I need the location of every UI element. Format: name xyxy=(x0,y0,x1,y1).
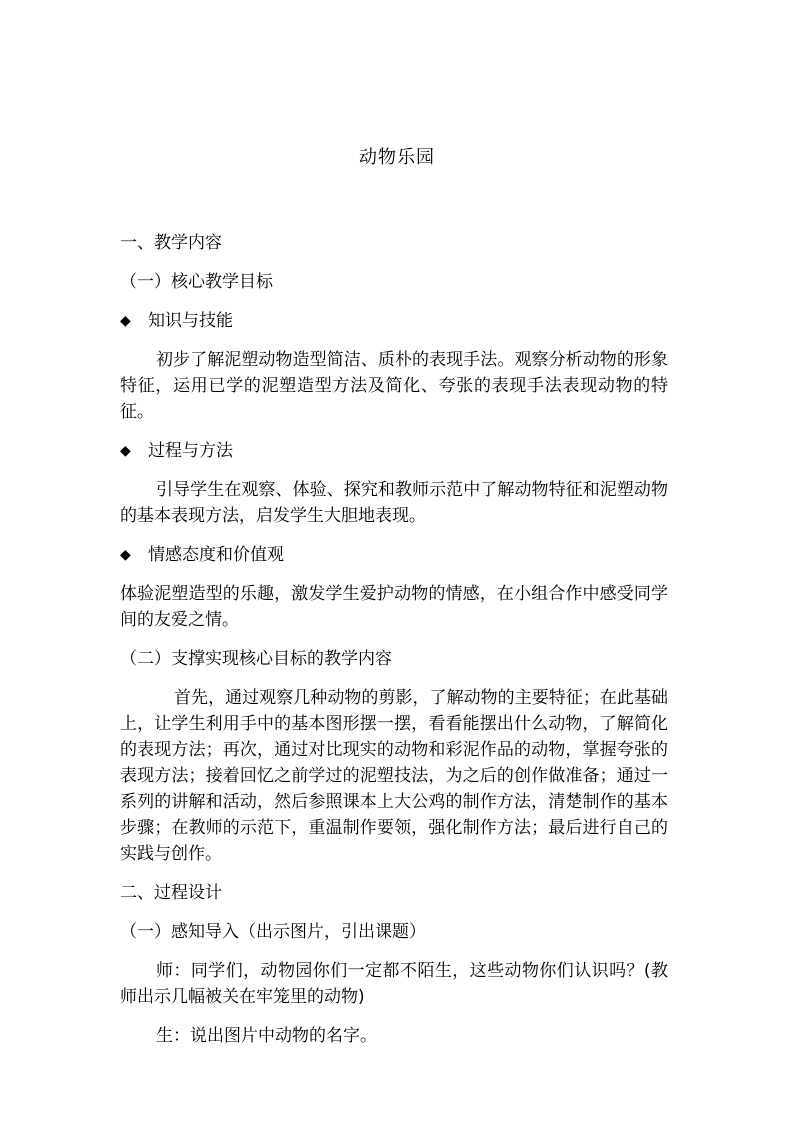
section-heading-process-design: 二、过程设计 xyxy=(120,883,222,903)
paragraph-supporting-content: 首先，通过观察几种动物的剪影，了解动物的主要特征；在此基础上，让学生利用手中的基本图形摆一摆，看看能摆出什么动物，了解简化的表现方法；再次，通过对比现实的动物和彩泥作品的动物，掌握夸张的表现方法；接着回忆之前学过的泥塑技法，为之后的创作做准备；通过一系列的讲解和活动，然后参照课本上大公鸡的制作方法，清楚制作的基本步骤；在教师的示范下，重温制作要领，强化制作方法；最后进行自己的实践与创作。 xyxy=(120,688,668,864)
bullet-label: 过程与方法 xyxy=(148,441,233,461)
diamond-bullet-icon: ◆ xyxy=(120,443,131,459)
subheading-perception-intro: （一）感知导入（出示图片，引出课题） xyxy=(120,922,426,942)
bullet-knowledge-skills xyxy=(120,308,668,334)
document-title: 动物乐园 xyxy=(359,147,435,168)
paragraph-emotion-values: 体验泥塑造型的乐趣，激发学生爱护动物的情感，在小组合作中感受同学间的友爱之情。 xyxy=(120,584,668,630)
document-body xyxy=(120,230,668,1062)
bullet-emotion-values xyxy=(120,542,668,568)
paragraph-teacher-dialogue: 师：同学们，动物园你们一定都不陌生，这些动物你们认识吗？(教师出示几幅被关在牢笼里的动物) xyxy=(120,961,668,1007)
bullet-process-methods xyxy=(120,438,668,464)
subheading-core-goals: （一）核心教学目标 xyxy=(120,272,273,292)
paragraph-process-methods: 引导学生在观察、体验、探究和教师示范中了解动物特征和泥塑动物的基本表现方法，启发学生大胆地表现。 xyxy=(120,480,668,526)
section-heading-teaching-content: 一、教学内容 xyxy=(120,233,222,253)
subheading-supporting-content: （二）支撑实现核心目标的教学内容 xyxy=(120,649,392,669)
paragraph-knowledge-skills: 初步了解泥塑动物造型简洁、质朴的表现手法。观察分析动物的形象特征，运用已学的泥塑造型方法及简化、夸张的表现手法表现动物的特征。 xyxy=(120,350,668,422)
bullet-label: 知识与技能 xyxy=(148,311,233,331)
paragraph-student-response: 生：说出图片中动物的名字。 xyxy=(156,1026,377,1046)
bullet-label: 情感态度和价值观 xyxy=(148,545,284,565)
diamond-bullet-icon: ◆ xyxy=(120,547,131,563)
diamond-bullet-icon: ◆ xyxy=(120,313,131,329)
